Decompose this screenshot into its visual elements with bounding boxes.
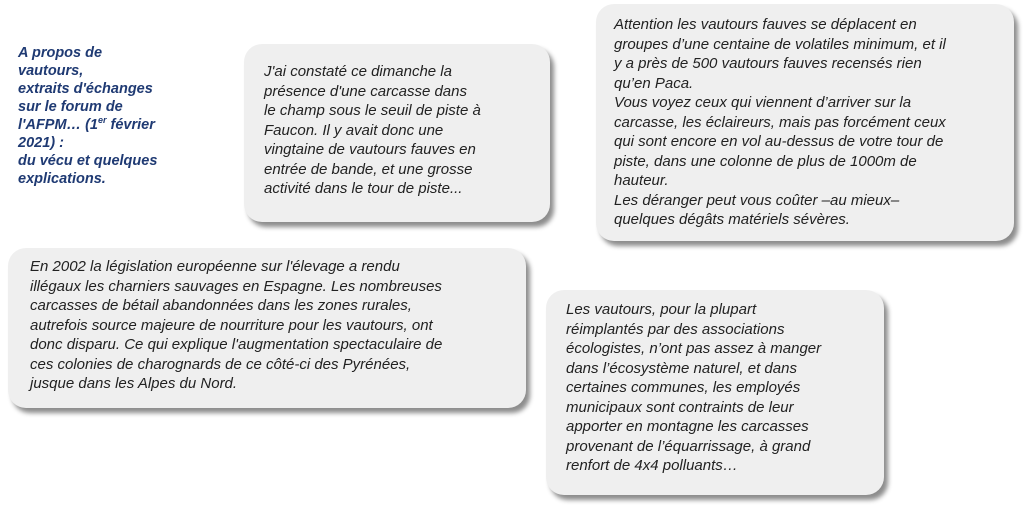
quote-line: autrefois source majeure de nourriture pour les vautours, ont [30,316,433,334]
quote-line: provenant de l’équarrissage, à grand [566,437,811,455]
quote-line: jusque dans les Alpes du Nord. [30,375,238,392]
quote-line: dans l’écosystème naturel, et dans [566,359,797,377]
title-superscript: er [97,115,107,126]
quote-line: En 2002 la législation européenne sur l'élevage a rendu [30,258,400,275]
quote-line: le champ sous le seuil de piste à [264,102,481,119]
title-line: extraits d'échanges [18,81,153,97]
quote-line: groupes d’une centaine de volatiles minimum, et il [614,35,946,53]
quote-bubble-legislation [8,248,526,408]
quote-bubble-faucon [244,44,550,222]
quote-line: ces colonies de charognards de ce côté-ci des Pyrénées, [30,355,411,373]
quote-line: donc disparu. Ce qui explique l'augmentation spectaculaire de [30,336,443,353]
quote-line: illégaux les charniers sauvages en Espagne. Les nombreuses [30,277,442,295]
quote-line: vingtaine de vautours fauves en [264,141,476,158]
quote-line: hauteur. [614,172,669,189]
quote-line: carcasse, les éclaireurs, mais pas forcément ceux [614,113,946,131]
quote-line: y a près de 500 vautours fauves recensés rien [614,55,922,72]
title-line: A propos de [18,45,103,61]
quote-line: qui sont encore en vol au-dessus de votre tour de [614,133,944,150]
quote-line: Les déranger peut vous coûter –au mieux– [614,191,900,209]
quote-line: entrée de bande, et une grosse [264,160,473,178]
quote-text [614,15,998,230]
quote-bubble-attention [596,4,1014,241]
quote-line: qu’en Paca. [614,74,694,92]
quote-line: Attention les vautours fauves se déplacent en [614,16,917,33]
title-line: février [106,117,155,133]
quote-line: présence d'une carcasse dans [264,82,467,100]
quote-line: écologistes, n’ont pas assez à manger [566,340,822,357]
title-line: sur le forum de [18,99,123,115]
quote-line: quelques dégâts matériels sévères. [614,211,850,228]
quote-line: certaines communes, les employés [566,379,801,396]
quote-line: apporter en montagne les carcasses [566,418,809,435]
quote-line: J'ai constaté ce dimanche la [264,63,452,80]
quote-line: municipaux sont contraints de leur [566,398,794,416]
quote-text [264,62,534,199]
quote-line: Faucon. Il y avait donc une [264,121,444,139]
title-line: du vécu et quelques [18,153,158,169]
quote-text [566,300,872,476]
quote-text [30,257,514,394]
quote-bubble-reimplantes [546,290,884,495]
quote-line: renfort de 4x4 polluants… [566,457,738,474]
title-line: vautours, [18,63,84,79]
quote-line: activité dans le tour de piste... [264,180,463,197]
title-line: l'AFPM… (1 [18,117,98,133]
page-title [18,44,208,188]
title-line: explications. [18,171,106,187]
quote-line: Vous voyez ceux qui viennent d’arriver sur la [614,94,912,111]
quote-line: piste, dans une colonne de plus de 1000m de [614,152,917,170]
quote-line: réimplantés par des associations [566,320,785,338]
title-line: 2021) : [18,135,64,151]
quote-line: carcasses de bétail abandonnées dans les zones rurales, [30,297,412,314]
quote-line: Les vautours, pour la plupart [566,301,757,318]
